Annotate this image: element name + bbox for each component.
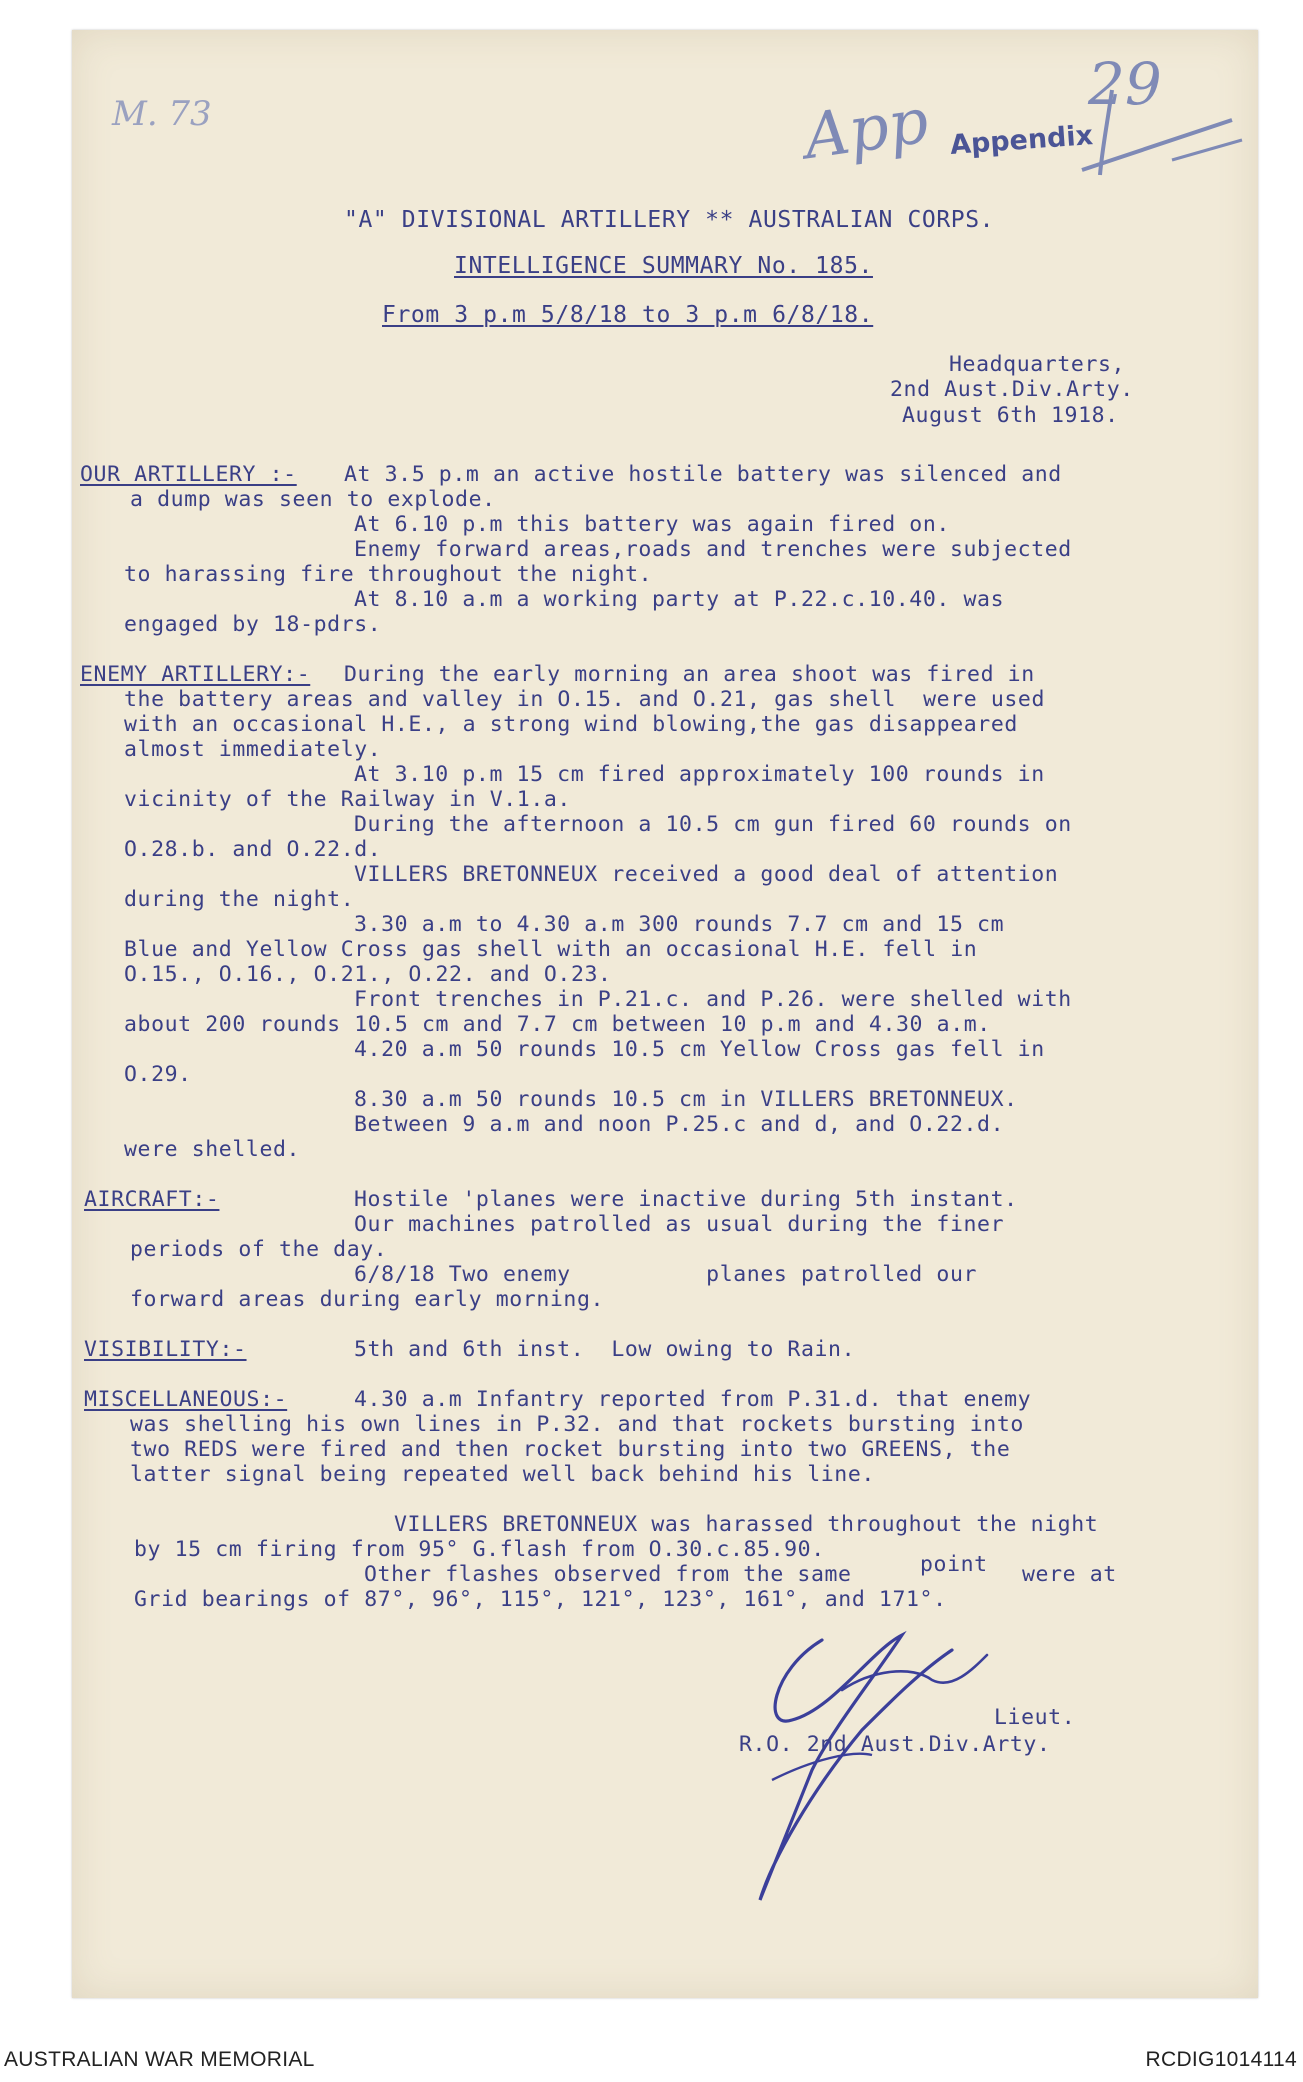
- enemy-artillery-line: At 3.10 p.m 15 cm fired approximately 100 rounds in: [354, 762, 1045, 787]
- enemy-artillery-line: almost immediately.: [124, 737, 382, 762]
- document-page: [72, 30, 1258, 1998]
- enemy-artillery-line: VILLERS BRETONNEUX received a good deal of attention: [354, 862, 1059, 887]
- miscellaneous-line: by 15 cm firing from 95° G.flash from O.30.c.85.90.: [134, 1537, 825, 1562]
- our-artillery-line: to harassing fire throughout the night.: [124, 562, 653, 587]
- page-number-pencil-note: 29: [1088, 50, 1162, 118]
- enemy-artillery-line: about 200 rounds 10.5 cm and 7.7 cm between 10 p.m and 4.30 a.m.: [124, 1012, 991, 1037]
- signature-rank: Lieut.: [994, 1705, 1076, 1730]
- miscellaneous-line: was shelling his own lines in P.32. and that rockets bursting into: [130, 1412, 1024, 1437]
- enemy-artillery-line: O.28.b. and O.22.d.: [124, 837, 382, 862]
- aircraft-line: Hostile 'planes were inactive during 5th instant.: [354, 1187, 1018, 1212]
- handwritten-signature: [72, 30, 1258, 1998]
- aircraft-line: forward areas during early morning.: [130, 1287, 605, 1312]
- address-date: August 6th 1918.: [902, 403, 1119, 428]
- our-artillery-line: Enemy forward areas,roads and trenches were subjected: [354, 537, 1072, 562]
- miscellaneous-line: latter signal being repeated well back behind his line.: [130, 1462, 875, 1487]
- header-title: "A" DIVISIONAL ARTILLERY ** AUSTRALIAN CORPS.: [344, 207, 995, 233]
- enemy-artillery-line: vicinity of the Railway in V.1.a.: [124, 787, 571, 812]
- enemy-artillery-line: 3.30 a.m to 4.30 a.m 300 rounds 7.7 cm and 15 cm: [354, 912, 1005, 937]
- aircraft-line: periods of the day.: [130, 1237, 388, 1262]
- signature-unit: R.O. 2nd Aust.Div.Arty.: [739, 1732, 1051, 1757]
- enemy-artillery-line: Blue and Yellow Cross gas shell with an occasional H.E. fell in: [124, 937, 978, 962]
- enemy-artillery-line: 4.20 a.m 50 rounds 10.5 cm Yellow Cross gas fell in: [354, 1037, 1045, 1062]
- enemy-artillery-line: were shelled.: [124, 1137, 301, 1162]
- our-artillery-line: At 8.10 a.m a working party at P.22.c.10.40. was: [354, 587, 1005, 612]
- section-heading-our-artillery: OUR ARTILLERY :-: [80, 462, 297, 487]
- enemy-artillery-line: the battery areas and valley in O.15. and O.21, gas shell were used: [124, 687, 1045, 712]
- enemy-artillery-line: with an occasional H.E., a strong wind blowing,the gas disappeared: [124, 712, 1018, 737]
- aircraft-line: Our machines patrolled as usual during the finer: [354, 1212, 1005, 1237]
- enemy-artillery-line: during the night.: [124, 887, 355, 912]
- section-heading-enemy-artillery: ENEMY ARTILLERY:-: [80, 662, 311, 687]
- miscellaneous-line: 4.30 a.m Infantry reported from P.31.d. that enemy: [354, 1387, 1032, 1412]
- visibility-line: 5th and 6th inst. Low owing to Rain.: [354, 1337, 856, 1362]
- address-headquarters: Headquarters,: [949, 352, 1126, 377]
- miscellaneous-line: Grid bearings of 87°, 96°, 115°, 121°, 123°, 161°, and 171°.: [134, 1587, 947, 1612]
- miscellaneous-line: two REDS were fired and then rocket bursting into two GREENS, the: [130, 1437, 1011, 1462]
- our-artillery-line: a dump was seen to explode.: [130, 487, 496, 512]
- aircraft-line: 6/8/18 Two enemy planes patrolled our: [354, 1262, 978, 1287]
- appendix-stamp: Appendix: [949, 120, 1095, 161]
- enemy-artillery-line: During the afternoon a 10.5 cm gun fired 60 rounds on: [354, 812, 1072, 837]
- header-date-range: From 3 p.m 5/8/18 to 3 p.m 6/8/18.: [382, 302, 874, 328]
- header-summary-number: INTELLIGENCE SUMMARY No. 185.: [454, 253, 873, 279]
- section-heading-visibility: VISIBILITY:-: [84, 1337, 247, 1362]
- miscellaneous-line: VILLERS BRETONNEUX was harassed throughout the night: [394, 1512, 1099, 1537]
- footer-archive-name: AUSTRALIAN WAR MEMORIAL: [4, 2048, 315, 2071]
- footer-record-id: RCDIG1014114: [1145, 2048, 1297, 2071]
- miscellaneous-line: Other flashes observed from the same: [364, 1562, 852, 1587]
- miscellaneous-line: point: [920, 1552, 988, 1577]
- enemy-artillery-line: O.15., O.16., O.21., O.22. and O.23.: [124, 962, 612, 987]
- enemy-artillery-line: 8.30 a.m 50 rounds 10.5 cm in VILLERS BRETONNEUX.: [354, 1087, 1018, 1112]
- our-artillery-line: engaged by 18-pdrs.: [124, 612, 382, 637]
- enemy-artillery-line: Front trenches in P.21.c. and P.26. were shelled with: [354, 987, 1072, 1012]
- enemy-artillery-line: O.29.: [124, 1062, 192, 1087]
- our-artillery-line: At 6.10 p.m this battery was again fired on.: [354, 512, 950, 537]
- miscellaneous-line: were at: [1022, 1562, 1117, 1587]
- our-artillery-line: At 3.5 p.m an active hostile battery was silenced and: [344, 462, 1062, 487]
- enemy-artillery-line: Between 9 a.m and noon P.25.c and d, and O.22.d.: [354, 1112, 1005, 1137]
- top-left-pencil-note: M. 73: [112, 94, 212, 134]
- section-heading-miscellaneous: MISCELLANEOUS:-: [84, 1387, 288, 1412]
- address-unit: 2nd Aust.Div.Arty.: [890, 377, 1134, 402]
- appendix-pencil-note: App: [799, 83, 933, 174]
- enemy-artillery-line: During the early morning an area shoot was fired in: [344, 662, 1035, 687]
- section-heading-aircraft: AIRCRAFT:-: [84, 1187, 220, 1212]
